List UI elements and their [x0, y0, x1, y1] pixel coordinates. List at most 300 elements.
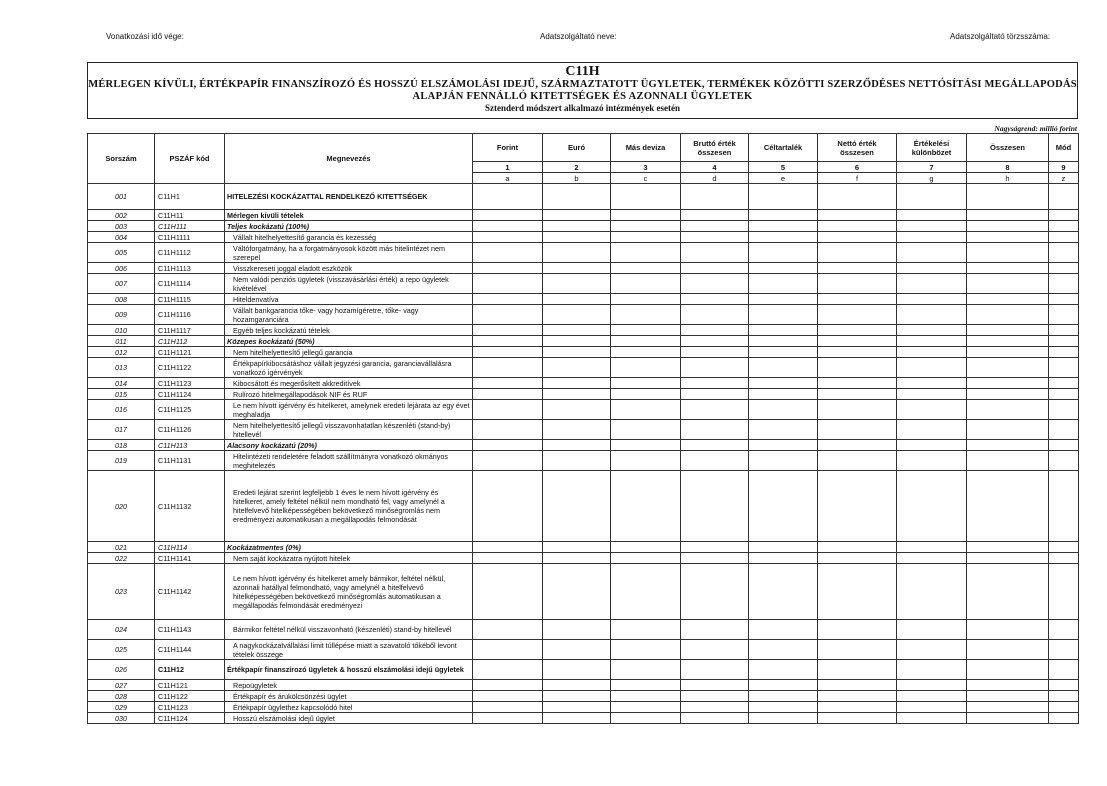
value-cell[interactable]: [473, 451, 543, 471]
value-cell[interactable]: [967, 451, 1049, 471]
value-cell[interactable]: [543, 564, 611, 620]
value-cell[interactable]: [611, 680, 681, 691]
value-cell[interactable]: [681, 378, 749, 389]
value-cell[interactable]: [967, 221, 1049, 232]
value-cell[interactable]: [967, 358, 1049, 378]
value-cell[interactable]: [749, 451, 818, 471]
value-cell[interactable]: [681, 440, 749, 451]
value-cell[interactable]: [967, 620, 1049, 640]
value-cell[interactable]: [967, 294, 1049, 305]
value-cell[interactable]: [611, 702, 681, 713]
value-cell[interactable]: [749, 305, 818, 325]
value-cell[interactable]: [1049, 221, 1079, 232]
value-cell[interactable]: [897, 294, 967, 305]
value-cell[interactable]: [473, 400, 543, 420]
value-cell[interactable]: [611, 184, 681, 210]
value-cell[interactable]: [818, 210, 897, 221]
value-cell[interactable]: [967, 564, 1049, 620]
value-cell[interactable]: [473, 305, 543, 325]
value-cell[interactable]: [543, 210, 611, 221]
value-cell[interactable]: [543, 221, 611, 232]
value-cell[interactable]: [1049, 471, 1079, 542]
value-cell[interactable]: [897, 702, 967, 713]
value-cell[interactable]: [543, 542, 611, 553]
value-cell[interactable]: [897, 542, 967, 553]
row-label: Értékpapír finanszírozó ügyletek & hosszú elszámolási idejű ügyletek: [225, 660, 473, 680]
header-num-4: 4: [681, 162, 749, 173]
value-cell[interactable]: [818, 471, 897, 542]
value-cell[interactable]: [1049, 542, 1079, 553]
value-cell[interactable]: [681, 451, 749, 471]
value-cell[interactable]: [1049, 640, 1079, 660]
value-cell[interactable]: [1049, 660, 1079, 680]
value-cell[interactable]: [749, 471, 818, 542]
value-cell[interactable]: [681, 184, 749, 210]
value-cell[interactable]: [611, 451, 681, 471]
value-cell[interactable]: [681, 336, 749, 347]
value-cell[interactable]: [543, 358, 611, 378]
value-cell[interactable]: [749, 184, 818, 210]
value-cell[interactable]: [681, 347, 749, 358]
value-cell[interactable]: [473, 420, 543, 440]
value-cell[interactable]: [1049, 325, 1079, 336]
value-cell[interactable]: [473, 440, 543, 451]
value-cell[interactable]: [473, 325, 543, 336]
value-cell[interactable]: [681, 553, 749, 564]
value-cell[interactable]: [473, 274, 543, 294]
value-cell[interactable]: [967, 440, 1049, 451]
value-cell[interactable]: [967, 184, 1049, 210]
value-cell[interactable]: [818, 389, 897, 400]
value-cell[interactable]: [1049, 358, 1079, 378]
value-cell[interactable]: [681, 294, 749, 305]
value-cell[interactable]: [543, 440, 611, 451]
value-cell[interactable]: [611, 243, 681, 263]
header-letter-3: c: [611, 173, 681, 184]
value-cell[interactable]: [543, 263, 611, 274]
value-cell[interactable]: [749, 263, 818, 274]
value-cell[interactable]: [749, 691, 818, 702]
value-cell[interactable]: [611, 713, 681, 724]
value-cell[interactable]: [681, 680, 749, 691]
value-cell[interactable]: [681, 325, 749, 336]
table-row: [88, 243, 1079, 263]
value-cell[interactable]: [749, 440, 818, 451]
value-cell[interactable]: [1049, 274, 1079, 294]
value-cell[interactable]: [967, 305, 1049, 325]
value-cell[interactable]: [1049, 389, 1079, 400]
value-cell[interactable]: [967, 553, 1049, 564]
value-cell[interactable]: [1049, 184, 1079, 210]
value-cell[interactable]: [543, 553, 611, 564]
value-cell[interactable]: [818, 336, 897, 347]
value-cell[interactable]: [897, 221, 967, 232]
value-cell[interactable]: [473, 620, 543, 640]
value-cell[interactable]: [611, 210, 681, 221]
row-number: 003: [88, 221, 155, 232]
value-cell[interactable]: [1049, 305, 1079, 325]
value-cell[interactable]: [681, 660, 749, 680]
value-cell[interactable]: [897, 210, 967, 221]
value-cell[interactable]: [967, 702, 1049, 713]
value-cell[interactable]: [967, 713, 1049, 724]
value-cell[interactable]: [818, 680, 897, 691]
value-cell[interactable]: [473, 713, 543, 724]
value-cell[interactable]: [818, 620, 897, 640]
value-cell[interactable]: [473, 263, 543, 274]
value-cell[interactable]: [897, 274, 967, 294]
value-cell[interactable]: [543, 389, 611, 400]
value-cell[interactable]: [818, 691, 897, 702]
value-cell[interactable]: [897, 325, 967, 336]
value-cell[interactable]: [897, 378, 967, 389]
value-cell[interactable]: [1049, 263, 1079, 274]
value-cell[interactable]: [1049, 440, 1079, 451]
value-cell[interactable]: [818, 400, 897, 420]
value-cell[interactable]: [749, 210, 818, 221]
value-cell[interactable]: [818, 232, 897, 243]
value-cell[interactable]: [681, 305, 749, 325]
value-cell[interactable]: [473, 347, 543, 358]
value-cell[interactable]: [818, 294, 897, 305]
table-row: [88, 451, 1079, 471]
value-cell[interactable]: [611, 325, 681, 336]
table-row: [88, 471, 1079, 542]
value-cell[interactable]: [749, 347, 818, 358]
value-cell[interactable]: [543, 471, 611, 542]
value-cell[interactable]: [681, 232, 749, 243]
value-cell[interactable]: [611, 471, 681, 542]
value-cell[interactable]: [473, 221, 543, 232]
value-cell[interactable]: [897, 243, 967, 263]
value-cell[interactable]: [681, 471, 749, 542]
value-cell[interactable]: [897, 553, 967, 564]
value-cell[interactable]: [967, 263, 1049, 274]
value-cell[interactable]: [611, 221, 681, 232]
row-number: 020: [88, 471, 155, 542]
value-cell[interactable]: [818, 420, 897, 440]
value-cell[interactable]: [967, 471, 1049, 542]
value-cell[interactable]: [611, 620, 681, 640]
value-cell[interactable]: [543, 660, 611, 680]
value-cell[interactable]: [897, 400, 967, 420]
row-label: Hiteldenvatíva: [225, 294, 473, 305]
value-cell[interactable]: [749, 680, 818, 691]
value-cell[interactable]: [818, 660, 897, 680]
value-cell[interactable]: [749, 553, 818, 564]
value-cell[interactable]: [749, 713, 818, 724]
value-cell[interactable]: [543, 305, 611, 325]
value-cell[interactable]: [473, 232, 543, 243]
value-cell[interactable]: [897, 347, 967, 358]
value-cell[interactable]: [611, 564, 681, 620]
value-cell[interactable]: [967, 336, 1049, 347]
value-cell[interactable]: [543, 378, 611, 389]
value-cell[interactable]: [611, 389, 681, 400]
value-cell[interactable]: [1049, 378, 1079, 389]
row-label: Hitelintézeti rendeletére feladott szállítmányra vonatkozó okmányos meghitelezés: [225, 451, 473, 471]
header-num-3: 3: [611, 162, 681, 173]
value-cell[interactable]: [967, 232, 1049, 243]
row-code: C11H1113: [155, 263, 225, 274]
value-cell[interactable]: [473, 378, 543, 389]
value-cell[interactable]: [681, 210, 749, 221]
value-cell[interactable]: [967, 274, 1049, 294]
header-num-2: 2: [543, 162, 611, 173]
value-cell[interactable]: [543, 713, 611, 724]
value-cell[interactable]: [1049, 691, 1079, 702]
value-cell[interactable]: [1049, 702, 1079, 713]
value-cell[interactable]: [611, 542, 681, 553]
value-cell[interactable]: [749, 232, 818, 243]
value-cell[interactable]: [473, 702, 543, 713]
value-cell[interactable]: [1049, 232, 1079, 243]
value-cell[interactable]: [967, 378, 1049, 389]
value-cell[interactable]: [818, 325, 897, 336]
value-cell[interactable]: [749, 542, 818, 553]
value-cell[interactable]: [897, 184, 967, 210]
value-cell[interactable]: [1049, 243, 1079, 263]
value-cell[interactable]: [897, 336, 967, 347]
value-cell[interactable]: [681, 420, 749, 440]
value-cell[interactable]: [543, 347, 611, 358]
value-cell[interactable]: [897, 358, 967, 378]
value-cell[interactable]: [749, 358, 818, 378]
value-cell[interactable]: [897, 389, 967, 400]
value-cell[interactable]: [897, 263, 967, 274]
header-num-8: 8: [967, 162, 1049, 173]
value-cell[interactable]: [611, 336, 681, 347]
value-cell[interactable]: [749, 400, 818, 420]
value-cell[interactable]: [543, 232, 611, 243]
value-cell[interactable]: [967, 325, 1049, 336]
value-cell[interactable]: [897, 680, 967, 691]
value-cell[interactable]: [543, 336, 611, 347]
value-cell[interactable]: [473, 243, 543, 263]
value-cell[interactable]: [818, 553, 897, 564]
value-cell[interactable]: [818, 263, 897, 274]
value-cell[interactable]: [543, 325, 611, 336]
header-letter-8: h: [967, 173, 1049, 184]
value-cell[interactable]: [611, 358, 681, 378]
value-cell[interactable]: [897, 640, 967, 660]
value-cell[interactable]: [749, 389, 818, 400]
table-row: [88, 232, 1079, 243]
value-cell[interactable]: [681, 274, 749, 294]
value-cell[interactable]: [818, 702, 897, 713]
value-cell[interactable]: [897, 713, 967, 724]
value-cell[interactable]: [611, 274, 681, 294]
value-cell[interactable]: [543, 400, 611, 420]
value-cell[interactable]: [897, 691, 967, 702]
value-cell[interactable]: [611, 691, 681, 702]
row-label: Rulírozó hitelmegállapodások NIF és RUF: [225, 389, 473, 400]
value-cell[interactable]: [897, 620, 967, 640]
value-cell[interactable]: [681, 713, 749, 724]
value-cell[interactable]: [611, 232, 681, 243]
value-cell[interactable]: [1049, 347, 1079, 358]
value-cell[interactable]: [1049, 713, 1079, 724]
value-cell[interactable]: [1049, 400, 1079, 420]
value-cell[interactable]: [543, 184, 611, 210]
value-cell[interactable]: [473, 336, 543, 347]
value-cell[interactable]: [749, 221, 818, 232]
value-cell[interactable]: [749, 420, 818, 440]
value-cell[interactable]: [818, 347, 897, 358]
value-cell[interactable]: [897, 471, 967, 542]
value-cell[interactable]: [473, 691, 543, 702]
table-row: [88, 640, 1079, 660]
value-cell[interactable]: [611, 400, 681, 420]
value-cell[interactable]: [1049, 620, 1079, 640]
value-cell[interactable]: [473, 294, 543, 305]
value-cell[interactable]: [897, 660, 967, 680]
value-cell[interactable]: [543, 274, 611, 294]
value-cell[interactable]: [967, 210, 1049, 221]
value-cell[interactable]: [543, 680, 611, 691]
value-cell[interactable]: [1049, 420, 1079, 440]
value-cell[interactable]: [897, 420, 967, 440]
value-cell[interactable]: [473, 640, 543, 660]
value-cell[interactable]: [967, 420, 1049, 440]
value-cell[interactable]: [818, 713, 897, 724]
row-code: C11H1: [155, 184, 225, 210]
value-cell[interactable]: [611, 553, 681, 564]
value-cell[interactable]: [818, 378, 897, 389]
value-cell[interactable]: [611, 420, 681, 440]
value-cell[interactable]: [473, 542, 543, 553]
value-cell[interactable]: [473, 680, 543, 691]
value-cell[interactable]: [967, 680, 1049, 691]
value-cell[interactable]: [897, 564, 967, 620]
value-cell[interactable]: [967, 691, 1049, 702]
header-letter-6: f: [818, 173, 897, 184]
value-cell[interactable]: [611, 347, 681, 358]
value-cell[interactable]: [473, 553, 543, 564]
row-code: C11H122: [155, 691, 225, 702]
value-cell[interactable]: [818, 542, 897, 553]
value-cell[interactable]: [611, 440, 681, 451]
table-row: [88, 378, 1079, 389]
value-cell[interactable]: [681, 691, 749, 702]
value-cell[interactable]: [473, 564, 543, 620]
value-cell[interactable]: [681, 400, 749, 420]
value-cell[interactable]: [1049, 451, 1079, 471]
value-cell[interactable]: [1049, 564, 1079, 620]
value-cell[interactable]: [818, 243, 897, 263]
value-cell[interactable]: [749, 325, 818, 336]
value-cell[interactable]: [1049, 336, 1079, 347]
value-cell[interactable]: [543, 243, 611, 263]
value-cell[interactable]: [897, 440, 967, 451]
value-cell[interactable]: [681, 640, 749, 660]
header-pszaf-kod: PSZÁF kód: [155, 134, 225, 184]
value-cell[interactable]: [611, 640, 681, 660]
value-cell[interactable]: [1049, 210, 1079, 221]
value-cell[interactable]: [473, 210, 543, 221]
value-cell[interactable]: [967, 347, 1049, 358]
value-cell[interactable]: [749, 564, 818, 620]
value-cell[interactable]: [749, 294, 818, 305]
value-cell[interactable]: [681, 702, 749, 713]
value-cell[interactable]: [818, 184, 897, 210]
value-cell[interactable]: [473, 471, 543, 542]
value-cell[interactable]: [681, 221, 749, 232]
row-number: 009: [88, 305, 155, 325]
value-cell[interactable]: [611, 660, 681, 680]
value-cell[interactable]: [897, 232, 967, 243]
value-cell[interactable]: [543, 420, 611, 440]
value-cell[interactable]: [967, 400, 1049, 420]
value-cell[interactable]: [681, 243, 749, 263]
value-cell[interactable]: [473, 389, 543, 400]
value-cell[interactable]: [681, 620, 749, 640]
value-cell[interactable]: [543, 640, 611, 660]
value-cell[interactable]: [967, 640, 1049, 660]
row-label: A nagykockázatvállalási limit túllépése miatt a szavatoló tőkéből levont tételek összege: [225, 640, 473, 660]
value-cell[interactable]: [818, 274, 897, 294]
value-cell[interactable]: [611, 294, 681, 305]
value-cell[interactable]: [543, 702, 611, 713]
value-cell[interactable]: [473, 184, 543, 210]
value-cell[interactable]: [818, 440, 897, 451]
row-code: C11H1142: [155, 564, 225, 620]
value-cell[interactable]: [749, 620, 818, 640]
value-cell[interactable]: [611, 263, 681, 274]
value-cell[interactable]: [473, 660, 543, 680]
value-cell[interactable]: [749, 336, 818, 347]
value-cell[interactable]: [749, 640, 818, 660]
value-cell[interactable]: [818, 305, 897, 325]
table-row: [88, 210, 1079, 221]
value-cell[interactable]: [543, 691, 611, 702]
value-cell[interactable]: [681, 358, 749, 378]
value-cell[interactable]: [749, 702, 818, 713]
header-num-9: 9: [1049, 162, 1079, 173]
value-cell[interactable]: [897, 451, 967, 471]
value-cell[interactable]: [1049, 294, 1079, 305]
value-cell[interactable]: [967, 243, 1049, 263]
value-cell[interactable]: [611, 305, 681, 325]
value-cell[interactable]: [967, 389, 1049, 400]
value-cell[interactable]: [818, 358, 897, 378]
row-code: C11H111: [155, 221, 225, 232]
value-cell[interactable]: [749, 660, 818, 680]
value-cell[interactable]: [681, 263, 749, 274]
value-cell[interactable]: [967, 542, 1049, 553]
value-cell[interactable]: [473, 358, 543, 378]
value-cell[interactable]: [1049, 680, 1079, 691]
value-cell[interactable]: [681, 389, 749, 400]
value-cell[interactable]: [1049, 553, 1079, 564]
value-cell[interactable]: [681, 564, 749, 620]
value-cell[interactable]: [749, 274, 818, 294]
value-cell[interactable]: [897, 305, 967, 325]
value-cell[interactable]: [818, 564, 897, 620]
value-cell[interactable]: [818, 221, 897, 232]
value-cell[interactable]: [749, 378, 818, 389]
value-cell[interactable]: [818, 640, 897, 660]
value-cell[interactable]: [611, 378, 681, 389]
value-cell[interactable]: [681, 542, 749, 553]
value-cell[interactable]: [543, 294, 611, 305]
value-cell[interactable]: [749, 243, 818, 263]
value-cell[interactable]: [967, 660, 1049, 680]
row-number: 026: [88, 660, 155, 680]
value-cell[interactable]: [543, 620, 611, 640]
value-cell[interactable]: [543, 451, 611, 471]
value-cell[interactable]: [818, 451, 897, 471]
